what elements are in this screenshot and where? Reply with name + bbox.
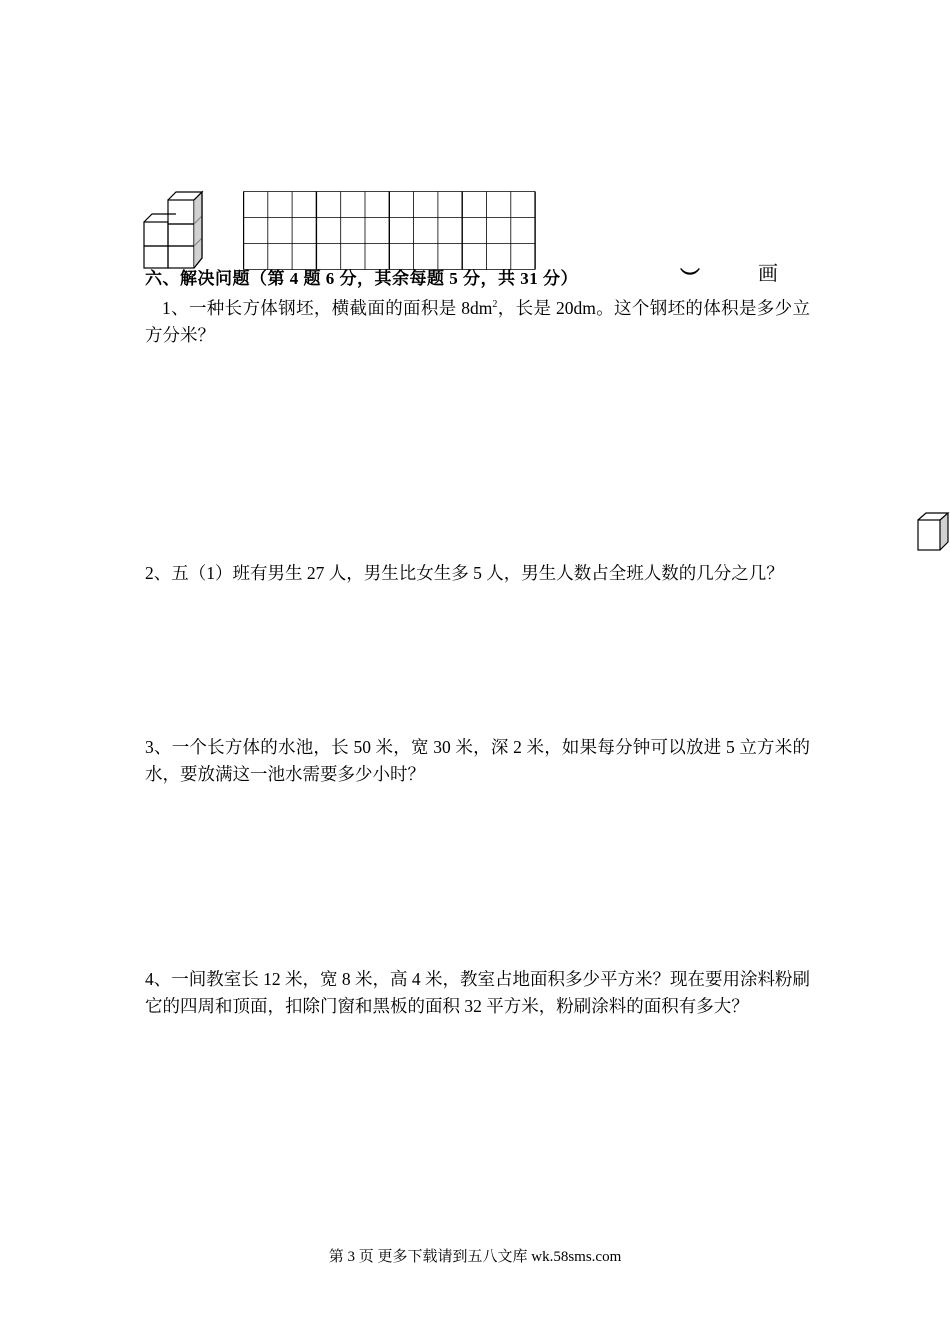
question-number: 2、 xyxy=(145,563,172,583)
question-3 xyxy=(145,734,810,788)
cube-stack-figure xyxy=(140,188,210,270)
page-footer: 第 3 页 更多下载请到五八文库 wk.58sms.com xyxy=(328,1249,622,1265)
stray-mark-arc: ︶ xyxy=(680,268,700,290)
question-text: 一种长方体钢坯，横截面的面积是 8dm xyxy=(188,298,493,318)
question-text: 一个长方体的水池，长 50 米，宽 30 米，深 2 米，如果每分钟可以放进 5 立方米的水，要放满这一池水需要多少小时？ xyxy=(145,737,810,784)
superscript: 2 xyxy=(492,299,498,311)
question-number: 4、 xyxy=(145,969,172,989)
question-text: 一间教室长 12 米，宽 8 米，高 4 米，教室占地面积多少平方米？现在要用涂料粉刷它的四周和顶面，扣除门窗和黑板的面积 32 平方米，粉刷涂料的面积有多大？ xyxy=(145,969,810,1016)
question-number: 3、 xyxy=(145,737,172,757)
question-2 xyxy=(145,560,810,587)
small-cube-figure xyxy=(914,510,950,552)
question-text: 五（1）班有男生 27 人，男生比女生多 5 人，男生人数占全班人数的几分之几？ xyxy=(171,563,784,583)
section-title: 六、解决问题（第 4 题 6 分，其余每题 5 分，共 31 分） xyxy=(145,269,578,288)
question-text-continued: ，长是 20dm。这个钢坯的体积是多少立方分米？ xyxy=(145,298,810,345)
stray-mark-character: 画 xyxy=(758,263,778,285)
question-number: 1、 xyxy=(162,298,189,318)
question-4 xyxy=(145,966,810,1020)
question-1 xyxy=(145,295,810,349)
grid-figure xyxy=(243,191,537,273)
